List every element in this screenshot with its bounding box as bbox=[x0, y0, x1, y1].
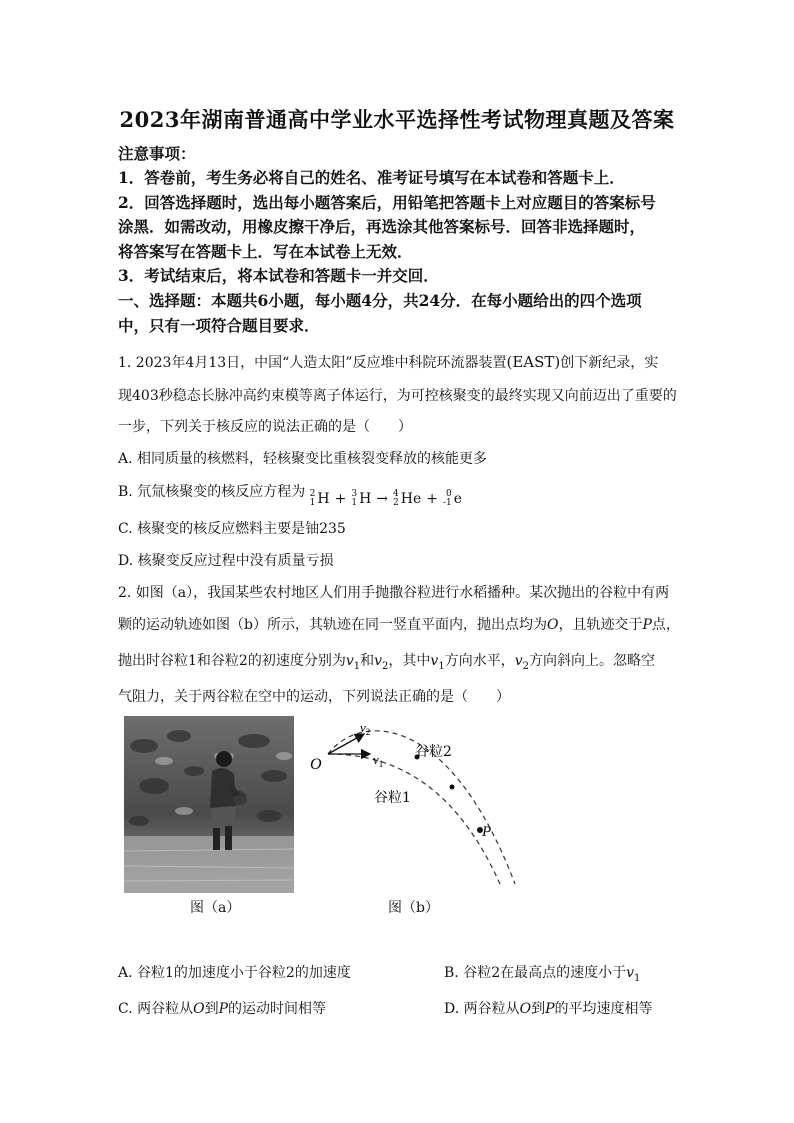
label-grain-1: 谷粒1 bbox=[374, 790, 411, 806]
grain-1-trajectory bbox=[328, 754, 500, 884]
note-2-line-3: 将答案写在答题卡上．写在本试卷上无效． bbox=[118, 242, 413, 261]
page-title: 2023年湖南普通高中学业水平选择性考试物理真题及答案 bbox=[119, 107, 675, 132]
fusion-equation: 2 1 H + 3 1 H → 4 2 He + 0 -1 e bbox=[309, 489, 463, 508]
q1-option-d: D. 核聚变反应过程中没有质量亏损 bbox=[118, 553, 334, 569]
q2-option-a: A. 谷粒1的加速度小于谷粒2的加速度 bbox=[118, 965, 351, 981]
section-heading-line-2: 中，只有一项符合题目要求． bbox=[118, 316, 320, 335]
q2-line-4: 气阻力，关于两谷粒在空中的运动，下列说法正确的是（ ） bbox=[118, 689, 510, 705]
q2-option-b: B. 谷粒2在最高点的速度小于$v_1$ bbox=[444, 965, 641, 984]
q1-option-b-text: B. 氘氚核聚变的核反应方程为 bbox=[118, 484, 306, 500]
note-2-line-1: 2．回答选择题时，选出每小题答案后，用铅笔把答题卡上对应题目的答案标号 bbox=[118, 193, 656, 212]
section-heading-line-1: 一、选择题：本题共6小题，每小题4分，共24分．在每小题给出的四个选项 bbox=[118, 291, 642, 310]
notes-heading: 注意事项： bbox=[118, 144, 196, 163]
q1-line-3: 一步，下列关于核反应的说法正确的是（ ） bbox=[118, 419, 412, 435]
note-3: 3．考试结束后，将本试卷和答题卡一并交回． bbox=[118, 266, 439, 285]
q2-line-3: 抛出时谷粒1和谷粒2的初速度分别为$v_1$和$v_2$，其中$v_1$方向水平，$v_2$方向斜向上。忽略空 bbox=[118, 653, 656, 672]
label-grain-2: 谷粒2 bbox=[415, 744, 452, 760]
q1-line-2: 现403秒稳态长脉冲高约束模等离子体运行，为可控核聚变的最终实现又向前迈出了重要的 bbox=[118, 388, 677, 404]
q1-option-a: A. 相同质量的核燃料，轻核聚变比重核裂变释放的核能更多 bbox=[118, 451, 488, 467]
q1-option-b bbox=[118, 481, 462, 508]
figure-b-diagram bbox=[300, 712, 530, 891]
label-p: P bbox=[482, 824, 492, 840]
label-o: O bbox=[310, 756, 322, 773]
figure-a-photo bbox=[124, 716, 294, 893]
grain-1-dot bbox=[450, 785, 455, 790]
q1-option-c: C. 核聚变的核反应燃料主要是铀235 bbox=[118, 521, 346, 537]
figure-b-caption: 图（b） bbox=[388, 900, 439, 916]
note-2-line-2: 涂黑．如需改动，用橡皮擦干净后，再选涂其他答案标号．回答非选择题时， bbox=[118, 217, 646, 236]
q2-line-2: 颗的运动轨迹如图（b）所示，其轨迹在同一竖直平面内，抛出点均为O，且轨迹交于P点， bbox=[118, 617, 680, 633]
q2-line-1: 2. 如图（a），我国某些农村地区人们用手抛撒谷粒进行水稻播种。某次抛出的谷粒中有两 bbox=[118, 585, 670, 601]
label-v2: $v_2$ bbox=[360, 720, 371, 737]
q1-stem-start: 1. 2023年4月13日，中国“人造太阳”反应堆中科院环流器装置 bbox=[118, 355, 507, 371]
q1-line-1 bbox=[118, 352, 658, 372]
v2-vector bbox=[328, 734, 364, 754]
q2-option-d: D. 两谷粒从O到P的平均速度相等 bbox=[444, 1001, 653, 1017]
note-1: 1．答卷前，考生务必将自己的姓名、准考证号填写在本试卷和答题卡上． bbox=[118, 168, 625, 187]
label-v1: $v_1$ bbox=[373, 752, 384, 769]
q1-stem-end: 创下新纪录，实 bbox=[560, 355, 659, 371]
figure-a-caption: 图（a） bbox=[190, 900, 241, 916]
q2-option-c: C. 两谷粒从O到P的运动时间相等 bbox=[118, 1001, 327, 1017]
q1-east-label: (EAST) bbox=[506, 353, 561, 371]
